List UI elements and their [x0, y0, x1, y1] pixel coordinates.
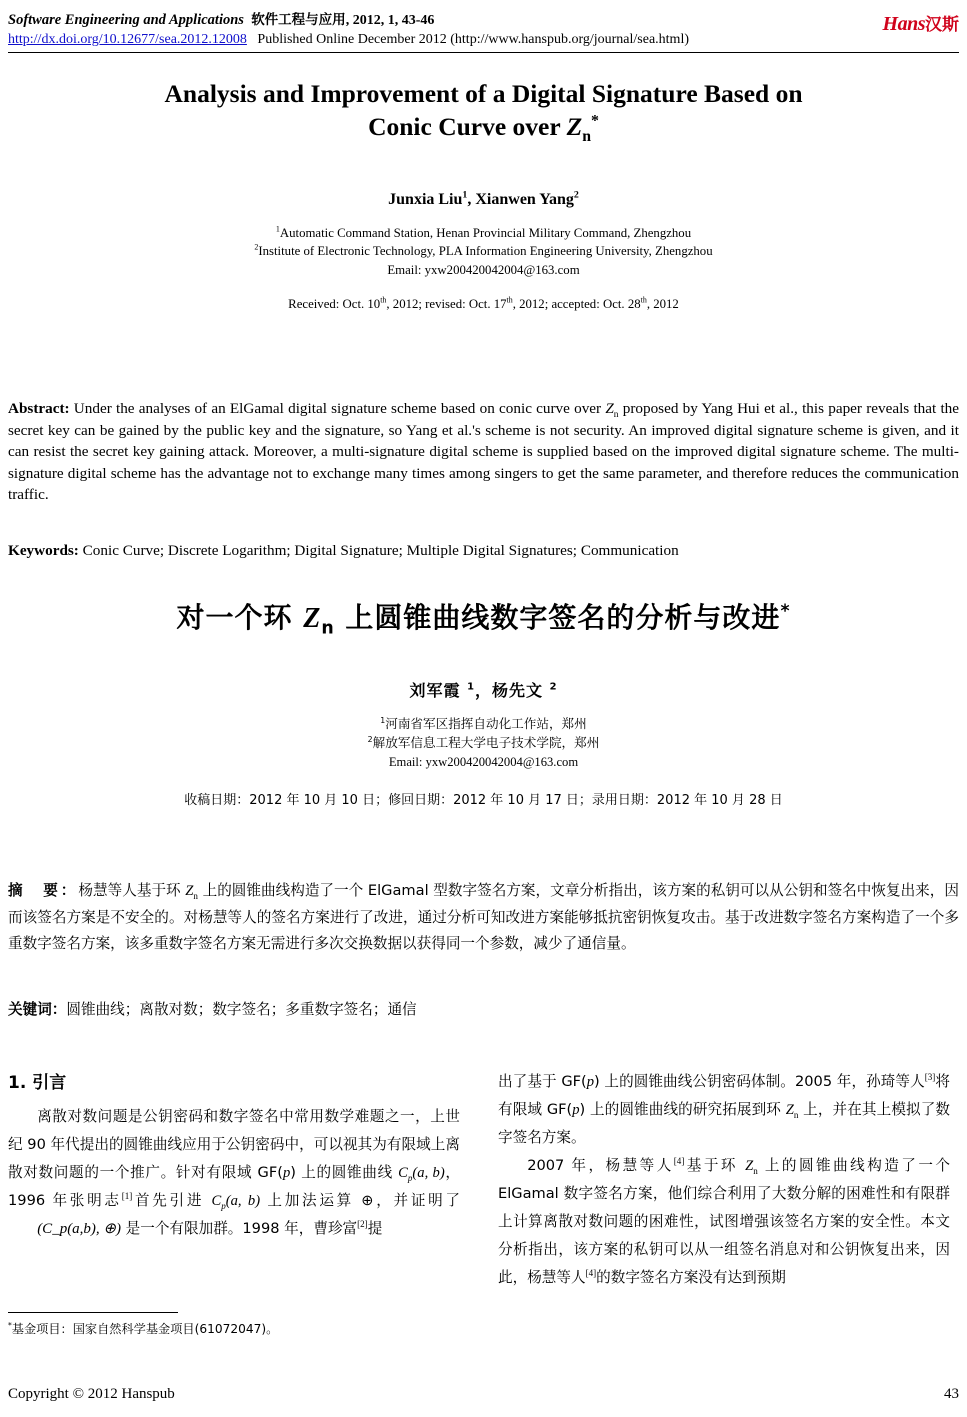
- page-number: 43: [944, 1386, 959, 1402]
- published-online-text: Published Online December 2012 (http://www.hanspub.org/journal/sea.html): [257, 32, 689, 47]
- received-part-4: , 2012: [646, 296, 679, 311]
- journal-title-en: Software Engineering and Applications: [8, 12, 244, 28]
- left-p1-sub-p2: p: [221, 1200, 226, 1211]
- title-footnote-star: *: [591, 112, 599, 130]
- email-en: Email: yxw200420042004@163.com: [387, 262, 580, 277]
- section-heading-1: [8, 1068, 460, 1093]
- affiliation-1: [40, 224, 927, 242]
- left-p1-k: 是一个有限加群。1998 年，曹珍富: [121, 1220, 358, 1238]
- left-p1-e: ，1996 年张明志: [8, 1164, 460, 1210]
- title-cn-variable-z: Z: [303, 603, 322, 634]
- footnote-divider: [8, 1312, 178, 1313]
- author-1-name: Junxia Liu: [388, 191, 463, 209]
- column-right: [498, 1068, 950, 1292]
- title-cn-prefix: 对一个环: [176, 601, 304, 634]
- author-cn-2-name: 杨先文: [492, 681, 544, 700]
- left-p1-var-c2: C: [211, 1193, 222, 1210]
- affiliation-1-text: Automatic Command Station, Henan Provincial Military Command, Zhengzhou: [279, 226, 692, 241]
- abstract-text-part-2: proposed by Yang Hui et al., this paper reveals that the secret key can be gained by the public key and the signature, so Yang et al.'s scheme is not security. An improved digital signature scheme is given, and it can resist the secret key gaining attack. Moreover, a multi-signature digital scheme is supplied based on the improved digital signature scheme. The multi-signature digital scheme has the advantage not to exchange many times among singers to get the same parameter, and therefore reduces the communication traffic.: [8, 400, 959, 504]
- left-p1-ref-1: [1]: [121, 1191, 133, 1202]
- left-p1-i: 上加法运算: [260, 1192, 362, 1210]
- page-title: [40, 78, 927, 143]
- received-dates-en: [40, 297, 927, 312]
- affiliations-en: [40, 224, 927, 278]
- abstract-cn-label: 摘 要：: [8, 882, 79, 899]
- column-left: [8, 1068, 460, 1244]
- right-p1-var-p: p: [586, 1074, 595, 1090]
- left-p1-var-p: p: [282, 1165, 291, 1182]
- abstract-cn-subscript-n: n: [193, 890, 198, 901]
- page-title-cn: [20, 596, 947, 639]
- authors-en: [40, 191, 927, 209]
- affiliation-cn-1-marker: 1: [380, 715, 386, 725]
- title-line-1: Analysis and Improvement of a Digital Signature Based on: [164, 79, 803, 108]
- author-2-name: , Xianwen Yang: [467, 191, 574, 209]
- left-p1-b: ) 上的圆锥曲线: [290, 1164, 399, 1182]
- abstract-label: Abstract:: [8, 400, 70, 417]
- title-cn-footnote-star: *: [780, 601, 791, 622]
- paragraph-right-1: [498, 1068, 950, 1152]
- left-p1-group-formula: (C_p(a,b), ⊕): [37, 1221, 121, 1238]
- right-p2-ref-2: [4]: [585, 1268, 597, 1279]
- keywords-cn-label: 关键词：: [8, 1001, 67, 1018]
- copyright-text: Copyright © 2012 Hanspub: [8, 1386, 175, 1402]
- right-p2-var-z: Z: [745, 1158, 754, 1175]
- affiliation-2-marker: 2: [254, 243, 259, 253]
- abstract-variable-z: Z: [605, 400, 614, 417]
- running-head: [8, 8, 959, 52]
- left-p1-f: 首先引进: [132, 1192, 212, 1210]
- authors-cn: [20, 678, 947, 701]
- publisher-logo: [883, 10, 959, 36]
- right-p1-d: ) 上的圆锥曲线的研究拓展到环: [579, 1101, 786, 1119]
- title-cn-suffix: 上圆锥曲线数字签名的分析与改进: [334, 601, 781, 634]
- right-p1-ref: [3]: [924, 1072, 936, 1083]
- dates-cn: 收稿日期：2012 年 10 月 10 日；修回日期：2012 年 10 月 17 日；录用日期：2012 年 10 月 28 日: [184, 792, 783, 808]
- footnote: [8, 1320, 460, 1338]
- left-p1-args-1: (a, b): [412, 1165, 445, 1182]
- footnote-text: 基金项目：国家自然科学基金项目(61072047)。: [11, 1322, 279, 1336]
- left-p1-var-c: C: [398, 1165, 408, 1182]
- affiliation-cn-1: [20, 715, 947, 734]
- paragraph-left-1: [8, 1103, 460, 1244]
- abstract-section: [8, 398, 959, 506]
- doi-line: [8, 32, 959, 48]
- journal-line: [8, 8, 959, 29]
- left-p1-ref-2: [2]: [357, 1219, 368, 1230]
- keywords-label: Keywords:: [8, 542, 79, 559]
- affiliation-cn-2: [20, 734, 947, 753]
- right-p2-ref: [4]: [673, 1156, 685, 1167]
- received-sup-1: th: [380, 295, 387, 305]
- abstract-subscript-n: n: [613, 410, 619, 421]
- email-cn: Email: yxw200420042004@163.com: [388, 754, 579, 769]
- keywords-cn-text: 圆锥曲线；离散对数；数字签名；多重数字签名；通信: [66, 1001, 417, 1018]
- affiliation-2-text: Institute of Electronic Technology, PLA Information Engineering University, Zhengzhou: [258, 244, 713, 259]
- title-block: [40, 78, 927, 312]
- left-p1-args-2: (a, b): [225, 1193, 261, 1210]
- column-right-body: [498, 1068, 950, 1292]
- author-1-affil-marker: 1: [462, 189, 468, 201]
- right-p1-var-p2: p: [572, 1102, 580, 1119]
- author-2-affil-marker: 2: [573, 189, 579, 201]
- right-p2-c: 上的圆锥曲线构造了一个 ElGamal 数字签名方案，他们综合利用了大数分解的困难性和有限群上计算离散对数问题的困难性，试图增强该签名方案的安全性。本文分析指出，该方案的私钥可以从一组签名消息对和公钥恢复出来，因此，杨慧等人: [498, 1157, 951, 1287]
- right-p2-b: 基于环: [684, 1157, 746, 1175]
- left-p1-oplus-symbol: ⊕: [361, 1193, 374, 1210]
- keywords-text: Conic Curve; Discrete Logarithm; Digital Signature; Multiple Digital Signatures; Communication: [78, 542, 679, 559]
- received-part-2: , 2012; revised: Oct. 17: [386, 296, 507, 311]
- abstract-cn-part-1: 杨慧等人基于环: [78, 882, 186, 899]
- title-line-2-prefix: Conic Curve over: [368, 111, 567, 141]
- right-p1-a: 出了基于 GF(: [498, 1073, 587, 1090]
- right-p1-b: ) 上的圆锥曲线公钥密码体制。2005 年，孙琦等人: [594, 1073, 925, 1090]
- logo-cn-text: 汉斯: [925, 15, 959, 35]
- journal-citation: , 2012, 1, 43-46: [345, 13, 435, 28]
- header-divider: [8, 52, 959, 53]
- doi-link[interactable]: http://dx.doi.org/10.12677/sea.2012.12008: [8, 32, 247, 47]
- received-part-1: Received: Oct. 10: [288, 296, 381, 311]
- right-p1-var-z: Z: [785, 1102, 794, 1119]
- right-p1-e: 上，并在其上模拟了数字签名方案。: [498, 1101, 950, 1147]
- abstract-text-part-1: Under the analyses of an ElGamal digital signature scheme based on conic curve over: [69, 400, 606, 417]
- footnote-marker: *: [8, 1320, 12, 1330]
- right-p2-a: 2007 年，杨慧等人: [527, 1157, 674, 1175]
- title-cn-subscript-n: n: [321, 618, 335, 639]
- abstract-cn-part-2: 上的圆锥曲线构造了一个 ElGamal 型数字签名方案，文章分析指出，该方案的私钥可以从公钥和签名中恢复出来，因而该签名方案是不安全的。对杨慧等人的签名方案进行了改进，通过分析可知改进方案能够抵抗密钥恢复攻击。基于改进数字签名方案构造了一个多重数字签名方案，该多重数字签名方案无需进行多次交换数据以获得同一个参数，减少了通信量。: [8, 882, 959, 953]
- right-p1-sub-n: n: [793, 1109, 799, 1120]
- affiliation-cn-2-marker: 2: [367, 734, 373, 744]
- received-sup-3: th: [640, 295, 647, 305]
- keywords-section: [8, 542, 959, 560]
- column-left-body: [8, 1103, 460, 1244]
- left-p1-j: ，并证明了: [373, 1192, 461, 1210]
- logo-latin-text: Hans: [882, 13, 925, 35]
- title-variable-z: Z: [566, 111, 583, 141]
- paragraph-right-2: [498, 1152, 950, 1292]
- left-p1-a: 离散对数问题是公钥密码和数字签名中常用数学难题之一，上世纪 90 年代提出的圆锥曲线应用于公钥密码中，可以视其为有限域上离散对数问题的一个推广。针对有限域 GF(: [8, 1108, 460, 1182]
- affiliation-1-marker: 1: [275, 224, 280, 234]
- affiliation-cn-2-text: 解放军信息工程大学电子技术学院，郑州: [372, 734, 600, 750]
- affiliations-cn: [20, 715, 947, 772]
- keywords-cn-section: [8, 998, 959, 1019]
- left-p1-sub-p: p: [407, 1172, 413, 1183]
- authors-cn-separator: ，: [474, 681, 492, 700]
- section-1-number: 1.: [8, 1073, 27, 1093]
- author-cn-1-name: 刘军霞: [409, 681, 461, 700]
- right-p2-d: 的数字签名方案没有达到预期: [596, 1269, 786, 1287]
- title-subscript-n: n: [582, 127, 591, 145]
- chinese-title-block: [20, 596, 947, 808]
- section-1-title: 引言: [32, 1073, 67, 1093]
- journal-title-cn: 软件工程与应用: [251, 12, 346, 28]
- right-p1-c: 将有限域 GF(: [498, 1073, 950, 1119]
- left-p1-l: 提: [367, 1220, 383, 1238]
- right-p2-sub-n: n: [753, 1165, 758, 1176]
- author-cn-1-marker: 1: [467, 681, 475, 693]
- received-part-3: , 2012; accepted: Oct. 28: [512, 296, 641, 311]
- received-sup-2: th: [506, 295, 513, 305]
- abstract-cn-section: [8, 878, 959, 958]
- author-cn-2-marker: 2: [549, 681, 558, 693]
- affiliation-cn-1-text: 河南省军区指挥自动化工作站，郑州: [385, 716, 587, 731]
- abstract-cn-variable-z: Z: [185, 883, 194, 899]
- affiliation-2: [40, 242, 927, 260]
